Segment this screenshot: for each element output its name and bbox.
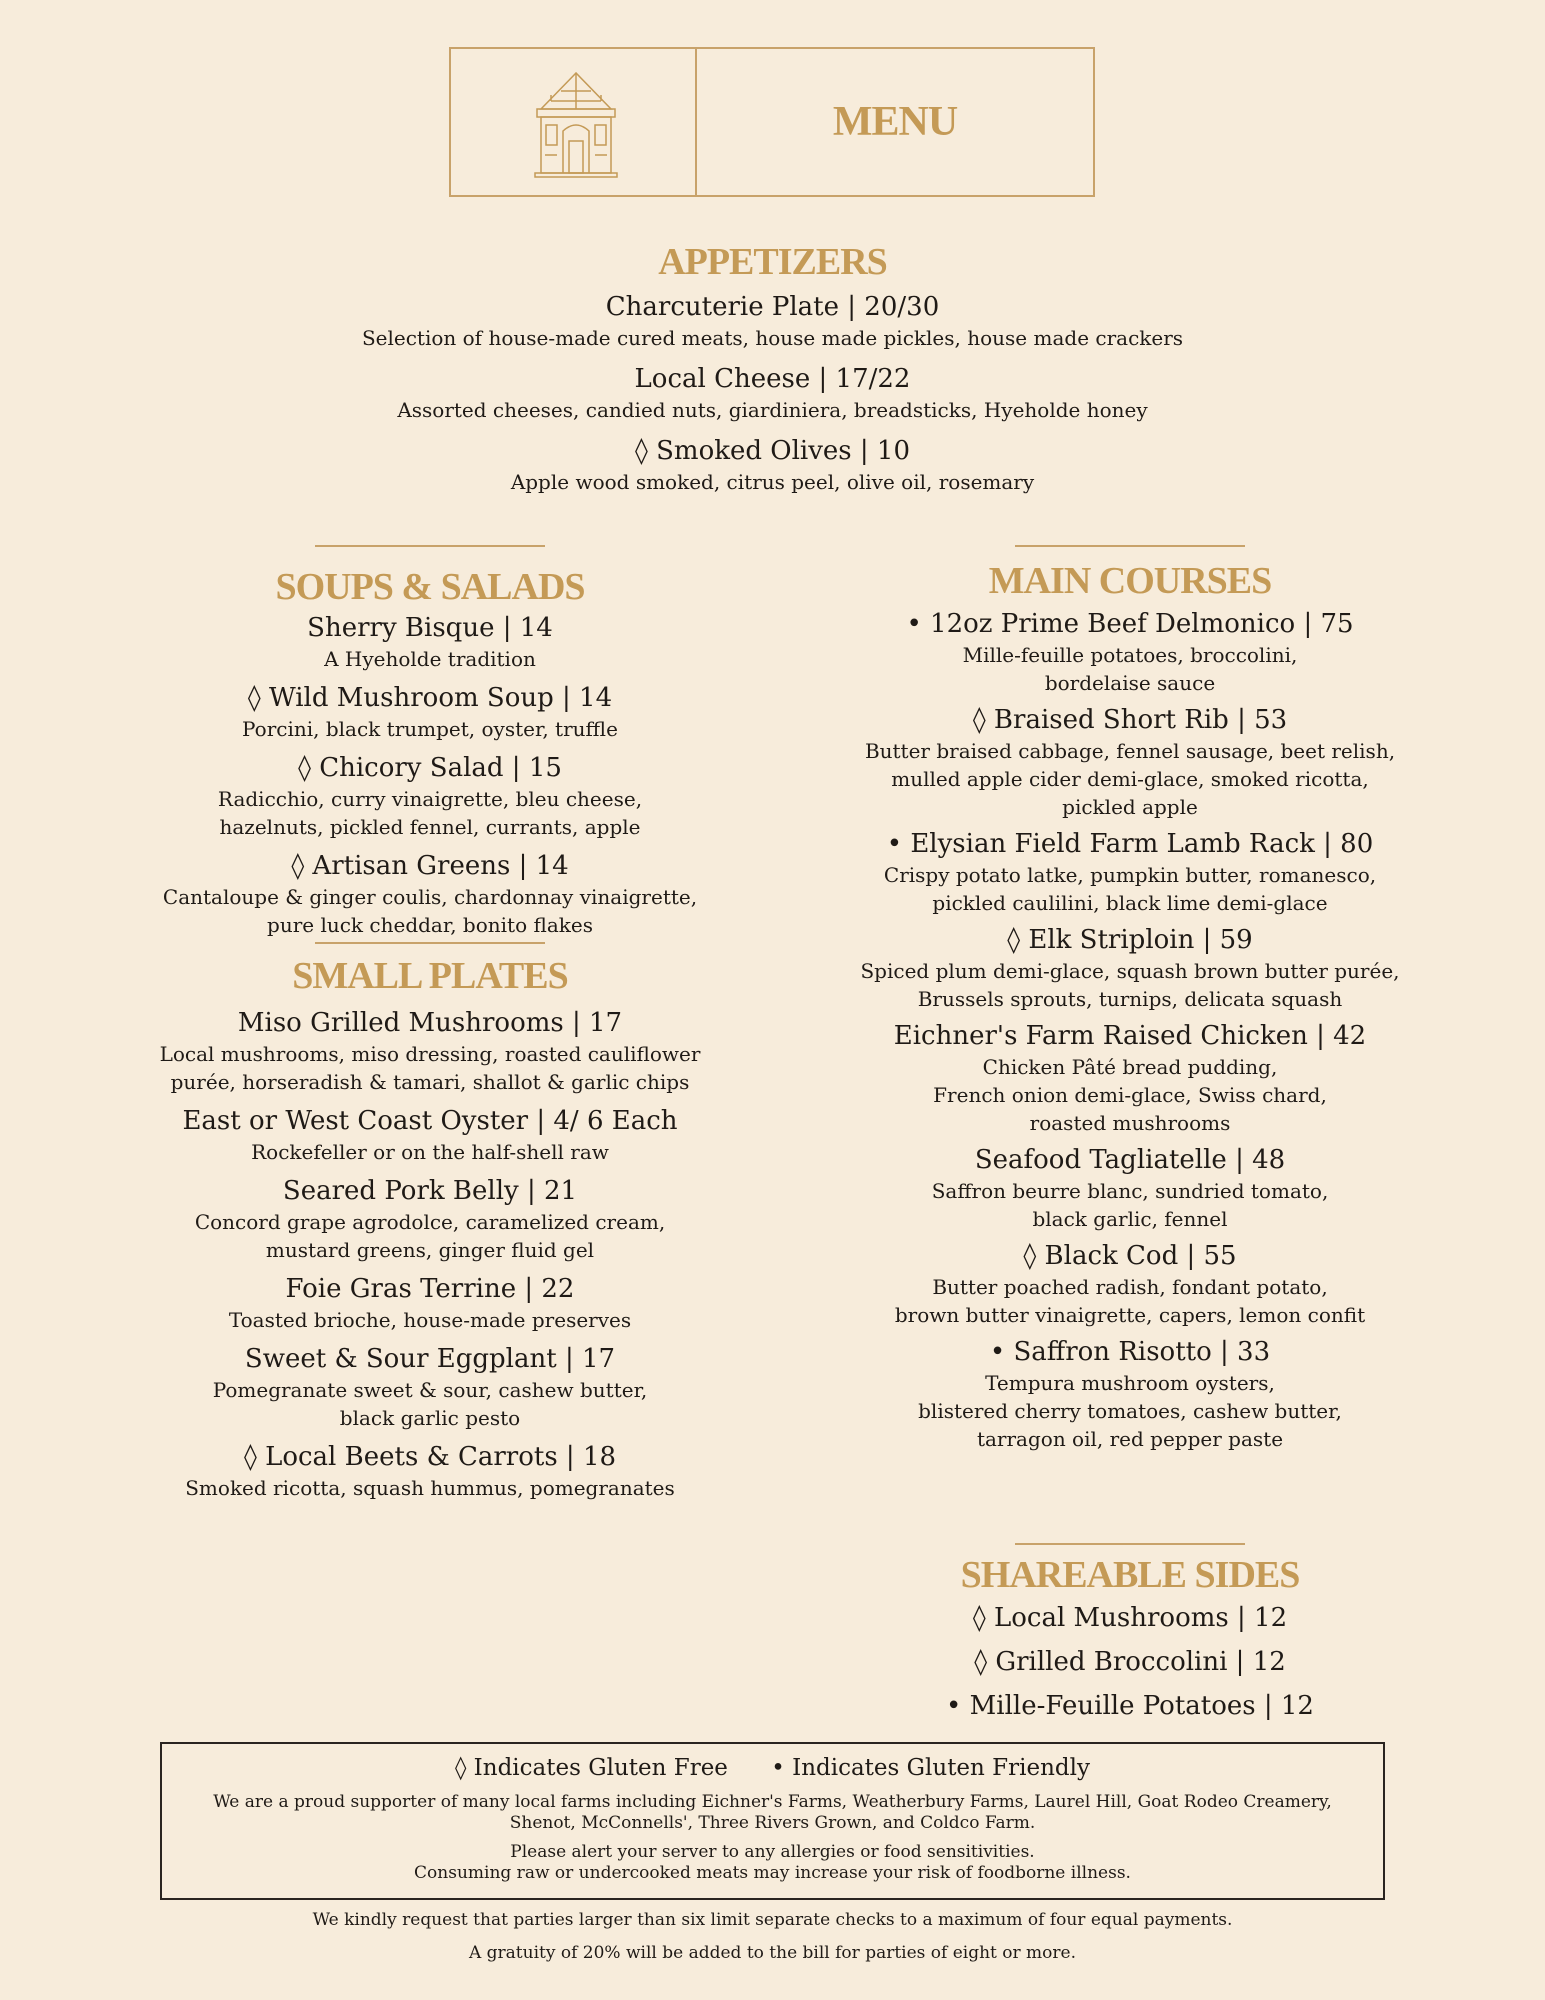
item-description: Radicchio, curry vinaigrette, bleu cheese, bbox=[217, 787, 643, 811]
item-description: Cantaloupe & ginger coulis, chardonnay vinaigrette, bbox=[162, 885, 698, 909]
menu-item bbox=[0, 434, 1545, 496]
item-description: Apple wood smoked, citrus peel, olive oil, rosemary bbox=[510, 470, 1035, 494]
item-description: Toasted brioche, house-made preserves bbox=[228, 1308, 632, 1332]
main-courses-section bbox=[790, 545, 1470, 1453]
allergy-note bbox=[162, 1842, 1383, 1884]
item-description: roasted mushrooms bbox=[1029, 1111, 1231, 1135]
item-name: ◊ Braised Short Rib | 53 bbox=[972, 705, 1288, 735]
menu-item bbox=[110, 1272, 750, 1334]
item-description: pickled caulilini, black lime demi-glace bbox=[932, 891, 1328, 915]
item-description: Smoked ricotta, squash hummus, pomegranates bbox=[185, 1476, 675, 1500]
small-plates-title: SMALL PLATES bbox=[292, 955, 568, 997]
allergy-line-2: Consuming raw or undercooked meats may increase your risk of foodborne illness. bbox=[414, 1863, 1131, 1883]
farms-line-2: Shenot, McConnells', Three Rivers Grown, and Coldco Farm. bbox=[509, 1813, 1036, 1833]
gluten-free-legend: ◊ Indicates Gluten Free bbox=[455, 1755, 728, 1781]
menu-item bbox=[110, 1342, 750, 1432]
section-rule bbox=[1015, 545, 1245, 547]
menu-title: MENU bbox=[832, 99, 958, 145]
appetizers-title: APPETIZERS bbox=[658, 241, 887, 283]
gazebo-logo-icon bbox=[531, 69, 621, 181]
item-name: Local Cheese | 17/22 bbox=[634, 364, 911, 394]
item-description: bordelaise sauce bbox=[1044, 671, 1216, 695]
item-description: Porcini, black trumpet, oyster, truffle bbox=[242, 717, 618, 741]
item-name: ◊ Grilled Broccolini | 12 bbox=[974, 1647, 1286, 1677]
item-name: ◊ Artisan Greens | 14 bbox=[291, 851, 569, 881]
menu-item bbox=[110, 1174, 750, 1264]
farms-note bbox=[162, 1792, 1383, 1834]
item-description: pure luck cheddar, bonito flakes bbox=[267, 913, 593, 937]
item-description: Butter braised cabbage, fennel sausage, beet relish, bbox=[864, 739, 1396, 763]
item-name: Miso Grilled Mushrooms | 17 bbox=[237, 1008, 623, 1038]
appetizers-section bbox=[0, 240, 1545, 496]
footer-notice-box bbox=[160, 1742, 1385, 1900]
menu-item bbox=[110, 849, 750, 939]
main-courses-items bbox=[790, 607, 1470, 1453]
item-description: Selection of house-made cured meats, house made pickles, house made crackers bbox=[361, 326, 1184, 350]
item-name: • Elysian Field Farm Lamb Rack | 80 bbox=[886, 829, 1374, 859]
menu-item bbox=[110, 681, 750, 743]
gluten-friendly-legend: • Indicates Gluten Friendly bbox=[771, 1755, 1090, 1781]
item-description: hazelnuts, pickled fennel, currants, apple bbox=[219, 815, 641, 839]
menu-item bbox=[790, 923, 1470, 1013]
item-description: Local mushrooms, miso dressing, roasted cauliflower bbox=[159, 1042, 701, 1066]
item-description: blistered cherry tomatoes, cashew butter, bbox=[918, 1399, 1342, 1423]
item-name: ◊ Chicory Salad | 15 bbox=[298, 753, 562, 783]
item-description: Concord grape agrodolce, caramelized cream, bbox=[194, 1210, 666, 1234]
farms-line-1: We are a proud supporter of many local farms including Eichner's Farms, Weatherbury Farms, Laurel Hill, Goat Rodeo Creamery, bbox=[213, 1792, 1332, 1812]
item-name: ◊ Black Cod | 55 bbox=[1023, 1241, 1237, 1271]
item-name: Eichner's Farm Raised Chicken | 42 bbox=[893, 1021, 1367, 1051]
item-description: purée, horseradish & tamari, shallot & garlic chips bbox=[170, 1070, 690, 1094]
item-description: black garlic, fennel bbox=[1032, 1207, 1228, 1231]
item-name: East or West Coast Oyster | 4/ 6 Each bbox=[182, 1106, 678, 1136]
menu-item bbox=[790, 703, 1470, 821]
item-name: • Saffron Risotto | 33 bbox=[989, 1337, 1271, 1367]
item-description: Tempura mushroom oysters, bbox=[985, 1371, 1275, 1395]
item-description: Assorted cheeses, candied nuts, giardiniera, breadsticks, Hyeholde honey bbox=[397, 398, 1148, 422]
soups-salads-title: SOUPS & SALADS bbox=[275, 566, 585, 608]
menu-item bbox=[790, 1143, 1470, 1233]
sides-items bbox=[790, 1601, 1470, 1723]
item-name: ◊ Local Beets & Carrots | 18 bbox=[243, 1442, 617, 1472]
small-plates-items bbox=[110, 1006, 750, 1502]
item-description: mulled apple cider demi-glace, smoked ricotta, bbox=[891, 767, 1369, 791]
soups-salads-section bbox=[110, 545, 750, 939]
item-name: ◊ Elk Striploin | 59 bbox=[1007, 925, 1253, 955]
gratuity-note: A gratuity of 20% will be added to the bill for parties of eight or more. bbox=[468, 1943, 1077, 1963]
item-description: A Hyeholde tradition bbox=[324, 647, 536, 671]
menu-item bbox=[110, 1006, 750, 1096]
small-plates-section bbox=[110, 942, 750, 1502]
item-name: ◊ Wild Mushroom Soup | 14 bbox=[247, 683, 613, 713]
separate-checks-note: We kindly request that parties larger than six limit separate checks to a maximum of four equal payments. bbox=[312, 1910, 1233, 1930]
item-description: Saffron beurre blanc, sundried tomato, bbox=[931, 1179, 1329, 1203]
menu-header-box bbox=[449, 47, 1095, 197]
menu-item bbox=[790, 1019, 1470, 1137]
item-name: ◊ Smoked Olives | 10 bbox=[634, 436, 911, 466]
menu-item bbox=[790, 827, 1470, 917]
menu-item bbox=[790, 1601, 1470, 1635]
item-description: Mille-feuille potatoes, broccolini, bbox=[962, 643, 1298, 667]
item-description: black garlic pesto bbox=[339, 1406, 521, 1430]
item-name: Charcuterie Plate | 20/30 bbox=[605, 292, 940, 322]
menu-item bbox=[0, 290, 1545, 352]
section-rule bbox=[315, 942, 545, 944]
item-description: Rockefeller or on the half-shell raw bbox=[251, 1140, 609, 1164]
menu-item bbox=[110, 751, 750, 841]
item-name: • Mille-Feuille Potatoes | 12 bbox=[946, 1691, 1314, 1721]
item-description: Butter poached radish, fondant potato, bbox=[932, 1275, 1328, 1299]
menu-item bbox=[790, 1645, 1470, 1679]
item-description: Brussels sprouts, turnips, delicata squash bbox=[917, 987, 1343, 1011]
item-description: French onion demi-glace, Swiss chard, bbox=[933, 1083, 1327, 1107]
menu-item bbox=[110, 611, 750, 673]
item-description: mustard greens, ginger fluid gel bbox=[265, 1238, 595, 1262]
shareable-sides-title: SHAREABLE SIDES bbox=[960, 1554, 1300, 1596]
item-description: Crispy potato latke, pumpkin butter, romanesco, bbox=[883, 863, 1377, 887]
main-courses-title: MAIN COURSES bbox=[988, 560, 1272, 602]
item-description: pickled apple bbox=[1062, 795, 1198, 819]
item-name: Foie Gras Terrine | 22 bbox=[285, 1274, 575, 1304]
item-description: Pomegranate sweet & sour, cashew butter, bbox=[212, 1378, 648, 1402]
item-name: ◊ Local Mushrooms | 12 bbox=[972, 1603, 1288, 1633]
soups-items bbox=[110, 611, 750, 939]
allergy-line-1: Please alert your server to any allergies or food sensitivities. bbox=[510, 1842, 1035, 1862]
item-description: Spiced plum demi-glace, squash brown butter purée, bbox=[860, 959, 1400, 983]
item-description: brown butter vinaigrette, capers, lemon confit bbox=[894, 1303, 1366, 1327]
item-description: Chicken Pâté bread pudding, bbox=[982, 1055, 1278, 1079]
menu-item bbox=[110, 1104, 750, 1166]
menu-item bbox=[0, 362, 1545, 424]
shareable-sides-section bbox=[790, 1543, 1470, 1723]
item-name: Seafood Tagliatelle | 48 bbox=[974, 1145, 1286, 1175]
item-name: Sweet & Sour Eggplant | 17 bbox=[244, 1344, 616, 1374]
gluten-legend bbox=[162, 1752, 1383, 1784]
item-name: Seared Pork Belly | 21 bbox=[282, 1176, 578, 1206]
menu-item bbox=[790, 1239, 1470, 1329]
section-rule bbox=[1015, 1543, 1245, 1545]
menu-item bbox=[790, 1689, 1470, 1723]
item-name: Sherry Bisque | 14 bbox=[307, 613, 553, 643]
item-name: • 12oz Prime Beef Delmonico | 75 bbox=[906, 609, 1354, 639]
item-description: tarragon oil, red pepper paste bbox=[976, 1427, 1284, 1451]
menu-item bbox=[790, 1335, 1470, 1453]
menu-item bbox=[790, 607, 1470, 697]
section-rule bbox=[315, 545, 545, 547]
menu-item bbox=[110, 1440, 750, 1502]
